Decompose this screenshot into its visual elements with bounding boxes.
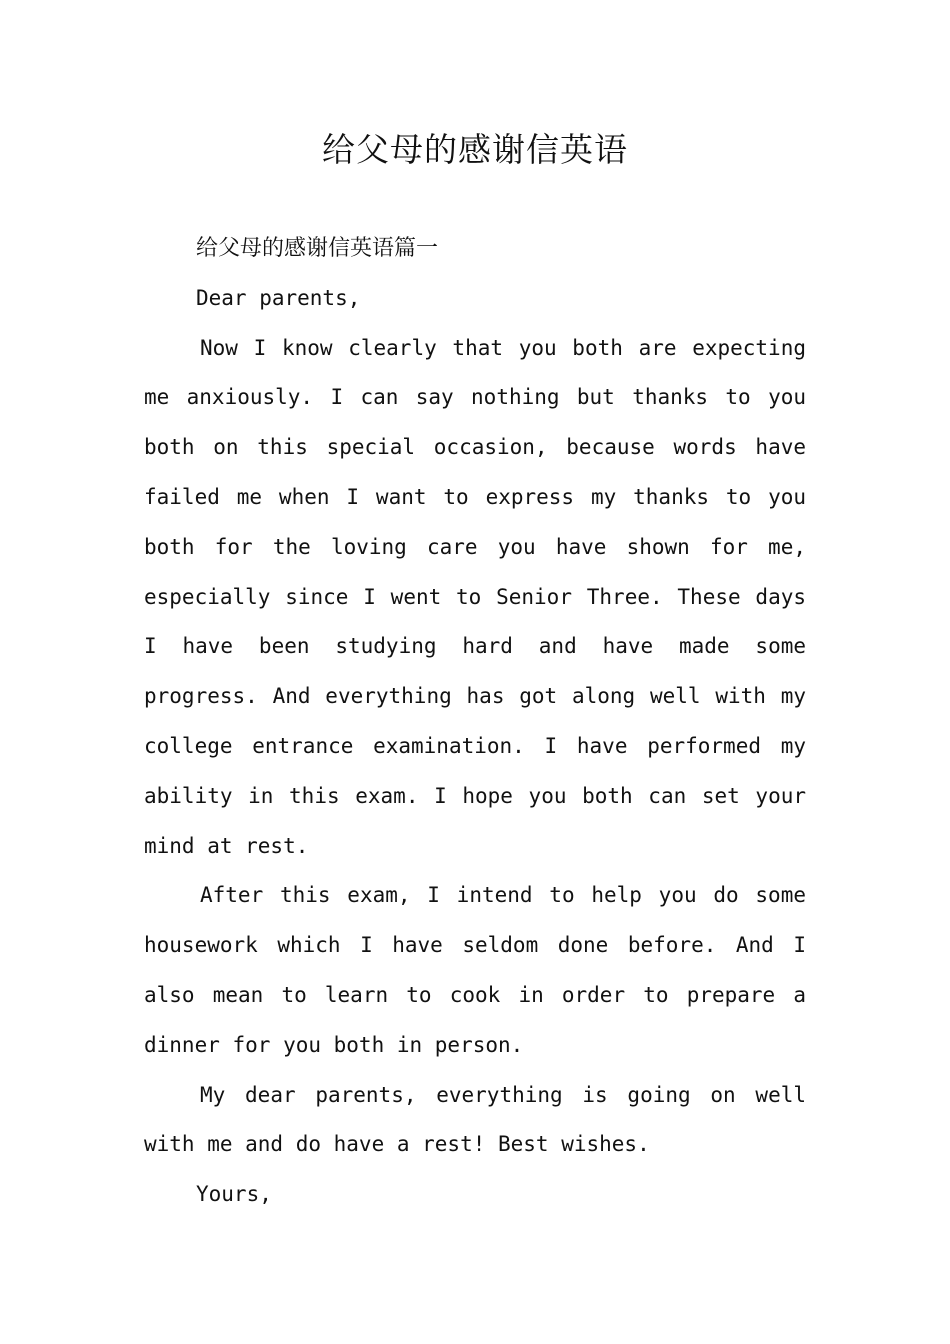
paragraph-2: After this exam, I intend to help you do some housework which I have seldom done before. And I also mean to learn to cook in order to prepare a dinner for you both in person. (144, 883, 806, 1057)
closing: Yours, (196, 1182, 272, 1207)
letter-body (144, 224, 806, 1220)
section-heading: 给父母的感谢信英语篇一 (196, 236, 439, 261)
paragraph-3: My dear parents, everything is going on well with me and do have a rest! Best wishes. (144, 1082, 806, 1157)
paragraph-1: Now I know clearly that you both are expecting me anxiously. I can say nothing but thanks to you both on this special occasion, because words have failed me when I want to express my thanks to you both for the loving care you have shown for me, especially since I went to Senior Three. These days I have been studying hard and have made some progress. And everything has got along well with my college entrance examination. I have performed my ability in this exam. I hope you both can set your mind at rest. (144, 335, 806, 858)
page-title: 给父母的感谢信英语 (322, 130, 628, 169)
salutation: Dear parents, (196, 285, 361, 310)
